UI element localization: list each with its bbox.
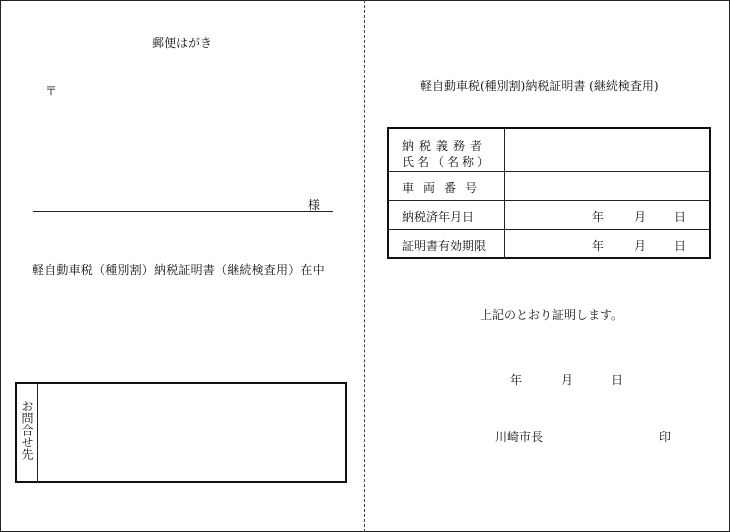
issue-date-day: 日 (611, 373, 624, 387)
paid-date-label-cell (389, 201, 505, 229)
postal-code-mark: 〒 (45, 84, 58, 98)
issue-date-month: 月 (561, 373, 574, 387)
inquiry-label-cell (17, 384, 38, 481)
paid-date-year: 年 (592, 210, 605, 224)
issue-date-year: 年 (510, 373, 523, 387)
postcard-label: 郵便はがき (152, 36, 213, 50)
honorific-label: 様 (308, 198, 321, 212)
table-row-vehicle-number (389, 171, 709, 200)
paid-date-value-cell (505, 201, 709, 229)
vehicle-number-label-cell (389, 172, 505, 200)
expiry-date-value-cell (505, 230, 709, 258)
mayor-title: 川崎市長 (495, 430, 544, 444)
certificate-table (387, 127, 711, 259)
inquiry-label: お問合せ先 (20, 400, 34, 460)
table-row-expiry-date (389, 229, 709, 258)
certificate-title: 軽自動車税(種別割)納税証明書 (継続検査用) (420, 79, 659, 93)
fold-line (364, 0, 365, 532)
table-row-paid-date (389, 200, 709, 229)
inquiry-box (15, 382, 347, 483)
paid-date-day: 日 (674, 210, 687, 224)
expiry-date-label-cell (389, 230, 505, 258)
recipient-name-line (33, 211, 333, 212)
vehicle-number-value-cell (505, 172, 709, 200)
taxpayer-value-cell (505, 129, 709, 171)
expiry-date-month: 月 (634, 239, 647, 253)
expiry-date-day: 日 (674, 239, 687, 253)
expiry-date-year: 年 (592, 239, 605, 253)
taxpayer-label-line1: 納税義務者 (402, 139, 488, 153)
certification-statement: 上記のとおり証明します。 (480, 308, 624, 322)
table-row-taxpayer (389, 129, 709, 171)
paid-date-month: 月 (634, 210, 647, 224)
taxpayer-label-cell (389, 129, 505, 171)
enclosed-note: 軽自動車税（種別割）納税証明書（継続検査用）在中 (32, 263, 325, 277)
taxpayer-label-line2: 氏名（名称） (402, 155, 493, 169)
seal-mark: 印 (659, 430, 672, 444)
paid-date-label: 納税済年月日 (402, 210, 475, 224)
expiry-date-label: 証明書有効期限 (402, 239, 487, 253)
vehicle-number-label: 車両番号 (402, 181, 487, 195)
